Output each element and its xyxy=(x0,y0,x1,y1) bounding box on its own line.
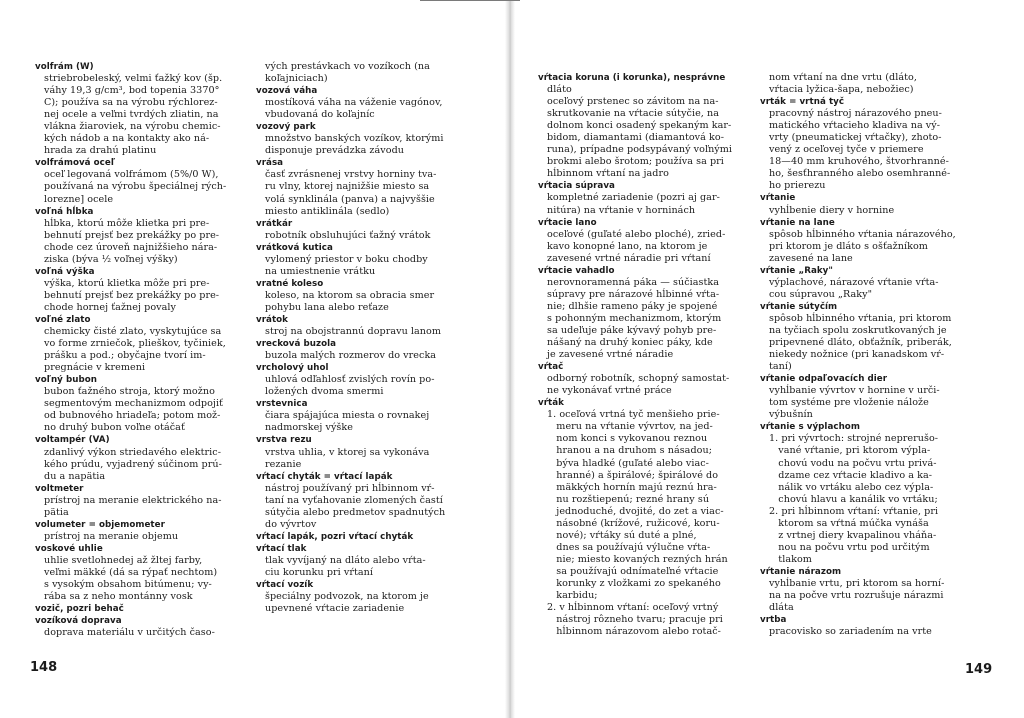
entry-headword: vŕtač xyxy=(538,362,564,373)
entry-definition-line: nálik vo vrtáku alebo cez výpla- xyxy=(769,481,934,493)
entry-definition-line: zavesené vrtné náradie pri vŕtaní xyxy=(547,252,711,264)
entry-headword: vŕtacie lano xyxy=(538,217,597,228)
entry-definition-line: nášaný na druhý koniec páky, kde xyxy=(547,337,713,349)
entry-definition-line: dláta xyxy=(769,602,794,614)
entry-definition-line: prístroj na meranie objemu xyxy=(44,530,179,542)
entry-headword: vozič, pozri behač xyxy=(35,604,124,615)
entry-definition-line: spôsob hĺbinného vŕtania nárazového, xyxy=(769,228,956,240)
entry-definition-line: taní na vyťahovanie zlomených častí xyxy=(265,494,443,506)
entry-definition-line: kých nádob a na kontakty ako ná- xyxy=(44,133,210,145)
entry-definition-line: s pohonným mechanizmom, ktorým xyxy=(547,312,722,324)
entry-headword: vŕtací vozík xyxy=(256,580,314,591)
entry-definition-line: vyhĺbanie vrtu, pri ktorom sa horní- xyxy=(769,577,945,589)
entry-definition-line: 18—40 mm kruhového, štvorhranné- xyxy=(769,156,949,168)
entry-headword: vrátkár xyxy=(256,218,293,229)
entry-definition-line: bidom, diamantami (diamantová ko- xyxy=(547,132,725,144)
entry-definition-line: zavesené na lane xyxy=(769,252,853,264)
entry-definition-line: prístroj na meranie elektrického na- xyxy=(44,494,222,506)
entry-headword: volfrámová oceľ xyxy=(35,158,116,169)
entry-definition-line: chemicky čisté zlato, vyskytujúce sa xyxy=(44,326,222,338)
entry-definition-line: striebrobeleský, velmi ťažký kov (šp. xyxy=(44,73,223,85)
entry-definition-line: oceľové (guľaté alebo ploché), zried- xyxy=(547,228,726,240)
entry-definition-line: dolnom konci osadený spekaným kar- xyxy=(547,120,732,132)
entry-headword: vrtba xyxy=(760,615,787,626)
entry-definition-line: nou na počvu vrtu pod určitým xyxy=(769,541,930,553)
entry-definition-line: vrstva uhlia, v ktorej sa vykonáva xyxy=(265,446,430,458)
entry-definition-line: používaná na výrobu špeciálnej rých- xyxy=(44,181,227,193)
entry-definition-line: výška, ktorú klietka môže pri pre- xyxy=(44,277,210,289)
entry-definition-line: 2. pri hĺbinnom vŕtaní: vŕtanie, pri xyxy=(769,505,939,517)
entry-definition-line: cou súpravou „Raky" xyxy=(769,288,873,300)
entry-headword: voľná hĺbka xyxy=(35,206,94,217)
entry-definition-line: kompletné zariadenie (pozri aj gar- xyxy=(547,192,720,204)
entry-definition-line: vŕtacia lyžica-šapa, nebožiec) xyxy=(769,84,914,96)
entry-definition-line: zdanlivý výkon striedavého elektric- xyxy=(44,446,222,458)
entry-headword: vrták = vrtná tyč xyxy=(760,97,845,108)
entry-definition-line: hĺbinnom nárazovom alebo rotač- xyxy=(547,626,721,638)
entry-definition-line: runa), prípadne podsypávaný voľnými xyxy=(547,144,733,156)
entry-definition-line: ru vlny, ktorej najnižšie miesto sa xyxy=(265,181,430,193)
entry-definition-line: mostíková váha na váženie vagónov, xyxy=(265,97,443,109)
entry-headword: voltampér (VA) xyxy=(35,435,110,446)
entry-definition-line: chovú vodu na počvu vrtu privá- xyxy=(769,457,937,469)
entry-definition-line: ho, šesťhranného alebo osemhranné- xyxy=(769,168,951,180)
entry-headword: vrecková buzola xyxy=(256,339,337,350)
entry-headword: voltmeter xyxy=(35,483,84,494)
entry-definition-line: behnutí prejsť bez prekážky po pre- xyxy=(44,289,220,301)
entry-headword: vŕtanie sútyčím xyxy=(760,301,838,312)
entry-headword: voskové uhlie xyxy=(35,543,103,554)
entry-definition-line: chovú hlavu a kanálik vo vrtáku; xyxy=(769,493,938,505)
entry-definition-line: miesto antiklinála (sedlo) xyxy=(265,205,390,217)
right-page xyxy=(510,0,1024,718)
entry-definition-line: veľmi mäkké (dá sa rýpať nechtom) xyxy=(44,566,218,578)
entry-definition-line: nu rozštiepenú; rezné hrany sú xyxy=(547,493,710,505)
entry-definition-line: vrty (pneumatickej vŕtačky), zhoto- xyxy=(769,132,942,144)
entry-headword: vŕtací tlak xyxy=(256,543,307,554)
entry-definition-line: nie; dlhšie rameno páky je spojené xyxy=(547,300,718,312)
entry-headword: vŕtanie s výplachom xyxy=(760,422,860,433)
entry-definition-line: vyhĺbenie diery v hornine xyxy=(769,204,895,216)
entry-definition-line: jednoduché, dvojité, do zet a viac- xyxy=(547,505,724,517)
entry-definition-line: ktorom sa vŕtná múčka vynáša xyxy=(769,517,929,529)
entry-headword: volumeter = objemometer xyxy=(35,519,165,530)
entry-definition-line: s vysokým obsahom bitúmenu; vy- xyxy=(44,579,212,591)
entry-definition-line: hĺbinnom vŕtaní na jadro xyxy=(547,168,669,180)
entry-definition-line: vbudovaná do koľajníc xyxy=(265,109,375,121)
entry-definition-line: čiara spájajúca miesta o rovnakej xyxy=(265,410,430,422)
entry-definition-line: nom vŕtaní na dne vrtu (dláto, xyxy=(769,72,917,83)
entry-definition-line: niekedy nožnice (pri kanadskom vŕ- xyxy=(769,349,945,361)
entry-definition-line: koleso, na ktorom sa obracia smer xyxy=(265,289,435,301)
entry-headword: vŕtanie „Raky" xyxy=(760,265,833,276)
entry-headword: vŕtacia koruna (i korunka), nesprávne xyxy=(538,73,726,83)
entry-definition-line: vlákna žiaroviek, na výrobu chemic- xyxy=(44,121,221,133)
entry-headword: vŕtanie na lane xyxy=(760,217,835,228)
entry-definition-line: pracovný nástroj nárazového pneu- xyxy=(769,108,942,120)
entry-definition-line: C); používa sa na výrobu rýchlorez- xyxy=(44,97,218,109)
entry-definition-line: prášku a pod.; obyčajne tvorí im- xyxy=(44,350,206,362)
entry-definition-line: koľajniciach) xyxy=(265,73,328,85)
entry-headword: vrátok xyxy=(256,314,289,325)
entry-headword: volfrám (W) xyxy=(35,62,94,72)
right-page-number: 149 xyxy=(965,662,993,677)
entry-definition-line: karbidu; xyxy=(547,590,598,602)
entry-definition-line: odborný robotník, schopný samostat- xyxy=(547,373,730,385)
entry-definition-line: skrutkovanie na vŕtacie sútyčie, na xyxy=(547,108,720,120)
entry-definition-line: výbušnín xyxy=(769,409,813,421)
entry-definition-line: 1. oceľová vrtná tyč menšieho prie- xyxy=(547,409,720,421)
entry-definition-line: množstvo banských vozíkov, ktorými xyxy=(265,133,444,145)
entry-definition-line: pregnácie v kremeni xyxy=(44,362,146,374)
entry-definition-line: disponuje prevádzka závodu xyxy=(265,145,405,157)
entry-definition-line: no druhý bubon voľne otáčať xyxy=(44,422,185,434)
entry-definition-line: lorezne] ocele xyxy=(44,193,114,205)
entry-definition-line: taní) xyxy=(769,361,792,373)
entry-definition-line: nástroj používaný pri hĺbinnom vŕ- xyxy=(265,482,435,494)
left-page-column-1 xyxy=(35,61,226,639)
entry-definition-line: vený z oceľovej tyče v priemere xyxy=(769,144,924,156)
entry-definition-line: nej ocele a veľmi tvrdých zliatin, na xyxy=(44,109,219,121)
entry-definition-line: stroj na obojstrannú dopravu lanom xyxy=(265,326,442,338)
entry-definition-line: hĺbka, ktorú môže klietka pri pre- xyxy=(44,217,210,229)
entry-definition-line: uhlie svetlohnedej až žltej farby, xyxy=(44,554,203,566)
entry-definition-line: sútyčia alebo predmetov spadnutých xyxy=(265,506,446,518)
entry-definition-line: vylomený priestor v boku chodby xyxy=(265,253,428,265)
entry-definition-line: pripevnené dláto, obťažník, priberák, xyxy=(769,337,952,349)
entry-definition-line: výplachové, nárazové vŕtanie vŕta- xyxy=(769,276,939,288)
entry-definition-line: pracovisko so zariadením na vrte xyxy=(769,626,932,638)
entry-definition-line: dláto xyxy=(547,84,572,96)
left-page xyxy=(0,0,510,718)
entry-definition-line: volá synklinála (panva) a najvyššie xyxy=(265,193,435,205)
entry-definition-line: meru na vŕtanie vývrtov, na jed- xyxy=(547,421,713,433)
entry-definition-line: do vývrtov xyxy=(265,518,317,530)
left-page-column-2 xyxy=(256,61,445,615)
entry-definition-line: ciu korunku pri vŕtaní xyxy=(265,566,374,578)
entry-definition-line: nerovnoramenná páka — súčiastka xyxy=(547,276,720,288)
entry-definition-line: vých prestávkach vo vozíkoch (na xyxy=(265,61,430,72)
entry-definition-line: pri ktorom je dláto s ošťažníkom xyxy=(769,240,928,252)
entry-headword: vrstevnica xyxy=(256,399,308,410)
entry-headword: vŕtací lapák, pozri vŕtací chyták xyxy=(256,531,414,542)
entry-definition-line: upevnené vŕtacie zariadenie xyxy=(265,603,405,615)
entry-headword: vozový park xyxy=(256,122,316,133)
entry-definition-line: 2. v hĺbinnom vŕtaní: oceľový vrtný xyxy=(547,602,719,614)
entry-definition-line: nie; miesto kovaných rezných hrán xyxy=(547,553,728,565)
entry-definition-line: z vrtnej diery kvapalinou vháňa- xyxy=(769,529,937,541)
entry-headword: voľný bubon xyxy=(35,375,97,386)
entry-definition-line: 1. pri vývrtoch: strojné neprerušo- xyxy=(769,433,939,445)
entry-headword: vŕtanie xyxy=(760,193,796,204)
entry-definition-line: vané vŕtanie, pri ktorom výpla- xyxy=(769,445,931,457)
entry-definition-line: behnutí prejsť bez prekážky po pre- xyxy=(44,229,220,241)
entry-definition-line: časť zvrásnenej vrstvy horniny tva- xyxy=(265,169,437,181)
entry-definition-line: ne vykonávať vrtné práce xyxy=(547,385,672,397)
entry-definition-line: korunky z vložkami zo spekaného xyxy=(547,577,721,589)
entry-definition-line: ziska (býva ½ voľnej výšky) xyxy=(44,253,178,265)
entry-definition-line: tlakom xyxy=(769,553,812,565)
right-page-column-1 xyxy=(538,72,732,638)
entry-definition-line: na na počve vrtu rozrušuje nárazmi xyxy=(769,590,944,602)
entry-definition-line: vyhĺbanie vývrtov v hornine v urči- xyxy=(769,385,940,397)
entry-headword: vŕtanie odpaľovacích dier xyxy=(760,374,888,385)
entry-definition-line: spôsob hĺbinného vŕtania, pri ktorom xyxy=(769,312,952,324)
entry-definition-line: tom systéme pre vloženie nálože xyxy=(769,397,929,409)
entry-definition-line: brokmi alebo šrotom; používa sa pri xyxy=(547,156,724,168)
entry-definition-line: bubon ťažného stroja, ktorý možno xyxy=(44,386,215,398)
entry-definition-line: špeciálny podvozok, na ktorom je xyxy=(265,591,429,603)
entry-definition-line: rezanie xyxy=(265,458,302,470)
entry-definition-line: hranou a na druhom s násadou; xyxy=(547,445,712,457)
entry-definition-line: nástroj rôzneho tvaru; pracuje pri xyxy=(547,614,723,626)
entry-definition-line: kavo konopné lano, na ktorom je xyxy=(547,240,708,252)
entry-headword: vozová váha xyxy=(256,86,318,97)
entry-definition-line: oceľový prstenec so závitom na na- xyxy=(547,96,719,108)
entry-definition-line: hranné) a špirálové; špirálové do xyxy=(547,469,719,481)
entry-definition-line: mäkkých hornín majú reznú hra- xyxy=(547,481,717,493)
entry-headword: vrstva rezu xyxy=(256,435,312,446)
entry-definition-line: od bubnového hriadeľa; potom mož- xyxy=(44,410,221,422)
book-gutter xyxy=(505,0,515,718)
entry-definition-line: na umiestnenie vrátku xyxy=(265,265,376,277)
entry-definition-line: sa udeľuje páke kývavý pohyb pre- xyxy=(547,324,717,336)
entry-headword: voľná výška xyxy=(35,266,95,277)
entry-definition-line: rába sa z neho montánny vosk xyxy=(44,591,193,603)
entry-headword: vŕták xyxy=(538,398,564,409)
entry-definition-line: dzame cez vŕtacie kladivo a ka- xyxy=(769,469,933,481)
entry-definition-line: chode cez úroveň najnižšieho nára- xyxy=(44,241,218,253)
entry-definition-line: nové); vŕtáky sú duté a plné, xyxy=(547,529,697,541)
entry-definition-line: vo forme zrniečok, plieškov, tyčiniek, xyxy=(44,338,226,350)
entry-headword: vrása xyxy=(256,158,284,169)
entry-headword: vŕtacie vahadlo xyxy=(538,265,615,276)
entry-definition-line: nadmorskej výške xyxy=(265,422,353,434)
entry-definition-line: robotník obsluhujúci ťažný vrátok xyxy=(265,229,431,241)
entry-definition-line: oceľ legovaná volfrámom (5%/0 W), xyxy=(44,169,219,181)
entry-definition-line: kého prúdu, vyjadrený súčinom prú- xyxy=(44,458,222,470)
entry-definition-line: je zavesené vrtné náradie xyxy=(547,349,674,361)
entry-definition-line: váhy 19,3 g/cm³, bod topenia 3370° xyxy=(44,85,220,97)
entry-definition-line: súpravy pre nárazové hĺbinné vŕta- xyxy=(547,288,720,300)
entry-definition-line: buzola malých rozmerov do vrecka xyxy=(265,350,437,362)
left-page-number: 148 xyxy=(30,660,58,675)
entry-definition-line: býva hladké (guľaté alebo viac- xyxy=(547,457,709,469)
entry-definition-line: segmentovým mechanizmom odpojiť xyxy=(44,398,223,410)
entry-definition-line: ložených dvoma smermi xyxy=(265,386,384,398)
entry-headword: vratné koleso xyxy=(256,278,324,289)
entry-definition-line: chode hornej ťažnej povaly xyxy=(44,301,176,313)
entry-definition-line: na tyčiach spolu zoskrutkovaných je xyxy=(769,324,947,336)
entry-definition-line: dnes sa používajú výlučne vŕta- xyxy=(547,541,711,553)
entry-definition-line: nom konci s vykovanou reznou xyxy=(547,433,708,445)
entry-definition-line: doprava materiálu v určitých časo- xyxy=(44,627,215,639)
entry-headword: vŕtací chyták = vŕtací lapák xyxy=(256,471,393,482)
entry-headword: vrcholový uhol xyxy=(256,363,329,374)
entry-headword: vŕtanie nárazom xyxy=(760,566,842,577)
entry-definition-line: pätia xyxy=(44,506,69,518)
entry-headword: vrátková kutica xyxy=(256,242,333,253)
entry-headword: voľné zlato xyxy=(35,314,91,325)
entry-definition-line: du a napätia xyxy=(44,470,106,482)
entry-definition-line: uhlová odľahlosť zvislých rovín po- xyxy=(265,374,435,386)
entry-definition-line: ho prierezu xyxy=(769,180,826,192)
entry-definition-line: matického vŕtacieho kladiva na vý- xyxy=(769,120,941,132)
entry-definition-line: hrada za drahú platinu xyxy=(44,145,157,157)
entry-headword: vozíková doprava xyxy=(35,616,122,627)
entry-definition-line: nitúra) na vŕtanie v horninách xyxy=(547,204,696,216)
entry-definition-line: sa používajú odnímateľné vŕtacie xyxy=(547,565,719,577)
entry-definition-line: násobné (krížové, ružicové, koru- xyxy=(547,517,720,529)
entry-definition-line: tlak vyvíjaný na dláto alebo vŕta- xyxy=(265,554,426,566)
entry-definition-line: pohybu lana alebo reťaze xyxy=(265,301,389,313)
entry-headword: vŕtacia súprava xyxy=(538,181,615,192)
right-page-column-2 xyxy=(760,72,956,638)
page-edge-line xyxy=(420,0,520,7)
